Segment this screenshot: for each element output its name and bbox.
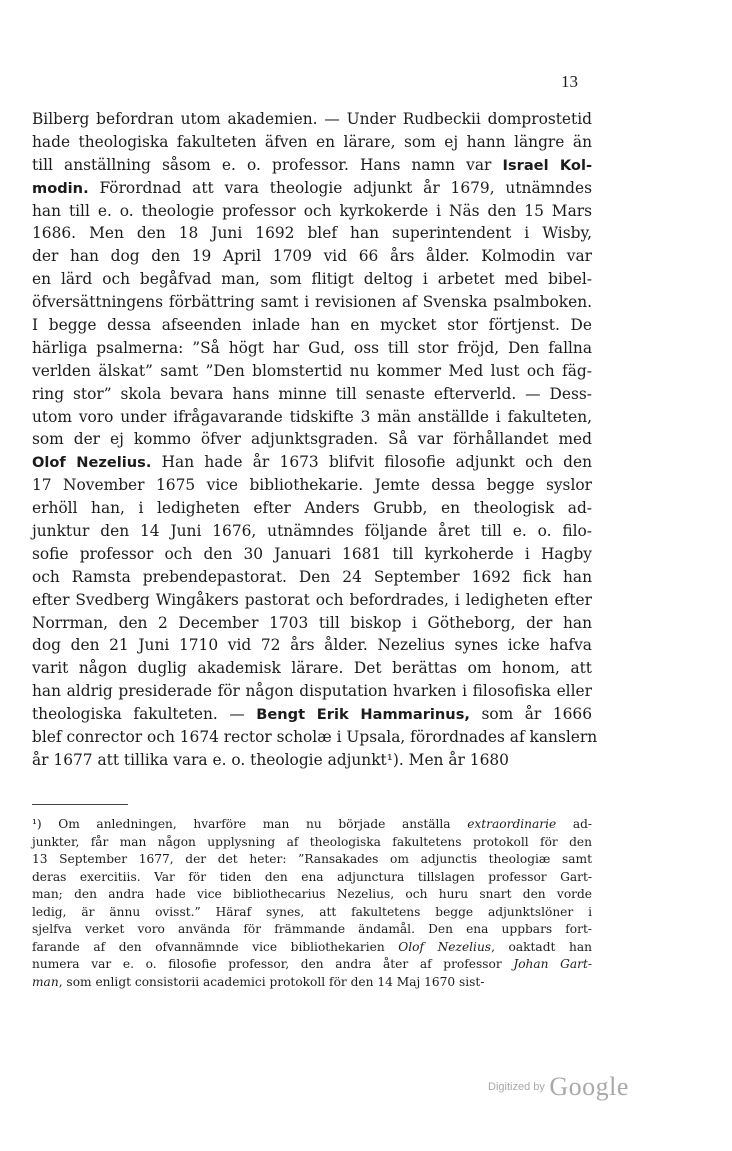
body-text-line [32,428,592,451]
footnote-line [32,834,592,852]
body-text-line [32,291,592,314]
footnote-line [32,869,592,887]
text-run: Förordnad att vara theologie adjunkt år 1679, utnämndes [88,178,592,197]
text-run: som år 1666 [469,705,592,724]
footnote-line [32,956,592,974]
text-run: år 1677 att tillika vara e. o. theologie adjunkt¹). Men år 1680 [32,750,509,769]
text-run: farande af den ofvannämnde vice bibliothekarien [32,939,399,954]
body-text-line [32,200,592,223]
body-text-line [32,726,598,749]
text-run: ad- [556,817,593,831]
body-text-line [32,543,592,566]
text-run: utom voro under ifrågavarande tidskifte 3 män anställde i fakulteten, [32,407,592,426]
text-run: hade theologiska fakulteten äfven en lärare, som ej hann längre än [32,132,592,151]
text-run: Han hade år 1673 blifvit filosofie adjunkt och den [151,453,593,472]
body-text-line [32,497,592,520]
italic-text: Olof Nezelius [398,939,492,954]
text-run: som der ej kommo öfver adjunktsgraden. Så var förhållandet med [32,430,592,449]
body-text-line [32,657,592,680]
text-run: öfversättningens förbättring samt i revisionen af Svenska psalmboken. [32,293,592,312]
text-run: , som enligt consistorii academici protokoll för den 14 Maj 1670 sist- [58,974,485,989]
text-run: I begge dessa afseenden inlade han en mycket stor förtjenst. De [32,316,592,335]
body-text-line [32,474,592,497]
body-text-line [32,154,592,177]
body-text-line [32,337,592,360]
body-text-line [32,612,592,635]
person-name: Israel Kol- [502,156,593,174]
footnote-line [32,974,592,992]
body-text-line [32,703,592,726]
text-run: 13 September 1677, der det heter: ”Ransakades om adjunctis theologiæ samt [32,852,592,866]
italic-text: man [32,974,59,989]
text-run: junktur den 14 Juni 1676, utnämndes följande året till e. o. filo- [32,522,592,541]
body-text-line [32,383,592,406]
body-text-line [32,177,592,200]
text-run: der han dog den 19 April 1709 vid 66 års ålder. Kolmodin var [32,247,592,266]
google-logo: Google [549,1072,629,1101]
footnote-line [32,851,592,869]
text-run: Bilberg befordran utom akademien. — Under Rudbeckii domprostetid [32,110,592,128]
text-run: han till e. o. theologie professor och kyrkokerde i Näs den 15 Mars [32,201,592,220]
text-run: dog den 21 Juni 1710 vid 72 års ålder. Nezelius synes icke hafva [32,636,592,655]
footnote [32,816,592,991]
body-text-line [32,406,592,429]
body-text-line [32,566,592,589]
body-text-line [32,222,592,245]
person-name: Bengt Erik Hammarinus, [256,706,470,724]
text-run: erhöll han, i ledigheten efter Anders Grubb, en theologisk ad- [32,499,592,518]
body-text-line [32,680,592,703]
text-run: en lärd och begåfvad man, som flitigt deltog i arbetet med bibel- [32,270,592,289]
text-run: härliga psalmerna: ”Så högt har Gud, oss till stor fröjd, Den fallna [32,338,592,357]
italic-text: Johan Gart- [513,957,593,971]
text-run: blef conrector och 1674 rector scholæ i Upsala, förordnades af kanslern [32,728,598,747]
text-run: ring stor” skola bevara hans minne till senaste efterverld. — Dess- [32,384,592,403]
text-run: numera var e. o. filosofie professor, den andra åter af professor [32,957,514,971]
text-run: 17 November 1675 vice bibliothekarie. Jemte dessa begge syslor [32,476,592,495]
person-name: modin. [32,179,89,197]
footnote-line [32,816,592,834]
text-run: ¹) Om anledningen, hvarföre man nu började anställa [32,817,468,831]
text-run: sofie professor och den 30 Januari 1681 till kyrkoherde i Hagby [32,544,592,563]
text-run: deras exercitiis. Var för tiden den ena adjunctura tillslagen professor Gart- [32,869,592,884]
page-number: 13 [561,72,578,91]
text-run: man; den andra hade vice bibliothecarius Nezelius, och huru snart den vorde [32,887,592,901]
text-run: varit någon duglig akademisk lärare. Det berättas om honom, att [32,659,592,678]
text-run: verlden älskat” samt ”Den blomstertid nu kommer Med lust och fäg- [32,361,592,380]
digitized-by-google-watermark [488,1072,629,1102]
watermark-prefix: Digitized by [488,1081,545,1093]
body-text-line [32,749,592,772]
text-run: junkter, får man någon upplysning af theologiska fakultetens protokoll för den [32,834,592,849]
italic-text: extraordinarie [467,817,557,831]
footnote-divider [32,804,128,805]
text-run: ledig, är ännu ovisst.” Häraf synes, att fakultetens begge adjunktslöner i [32,904,592,919]
body-text-line [32,245,592,268]
text-run: sjelfva verket voro använda för främmande ändamål. Den ena uppbars fort- [32,922,592,936]
footnote-line [32,939,592,957]
body-text-line [32,589,592,612]
footnote-line [32,921,592,939]
body-text [32,108,598,772]
text-run: theologiska fakulteten. — [32,705,257,724]
body-text-line [32,360,592,383]
text-run: han aldrig presiderade för någon disputation hvarken i filosofiska eller [32,682,592,701]
body-text-line [32,268,592,291]
body-text-line [32,451,592,474]
body-text-line [32,131,592,154]
text-run: Norrman, den 2 December 1703 till biskop i Götheborg, der han [32,613,592,632]
text-run: till anställning såsom e. o. professor. Hans namn var [32,155,503,174]
body-text-line [32,108,592,131]
person-name: Olof Nezelius. [32,454,152,472]
body-text-line [32,314,592,337]
footnote-line [32,904,592,922]
text-run: och Ramsta prebendepastorat. Den 24 September 1692 fick han [32,567,592,586]
body-text-line [32,520,592,543]
text-run: efter Svedberg Wingåkers pastorat och befordrades, i ledigheten efter [32,590,592,609]
text-run: , oaktadt han [491,939,592,954]
body-text-line [32,634,592,657]
footnote-line [32,886,592,904]
text-run: 1686. Men den 18 Juni 1692 blef han superintendent i Wisby, [32,224,592,243]
